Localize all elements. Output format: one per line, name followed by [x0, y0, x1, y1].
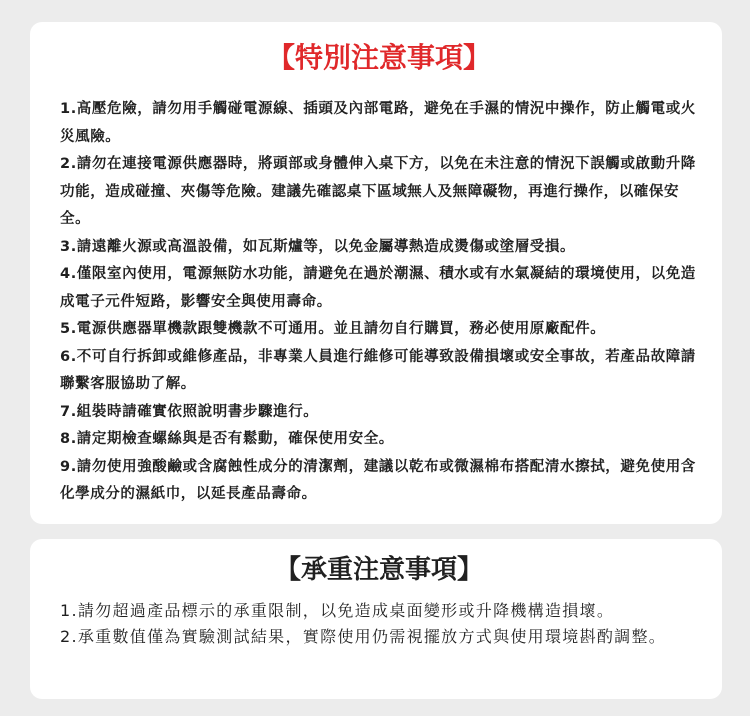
special-notice-item-5: 5.電源供應器單機款跟雙機款不可通用。並且請勿自行購買，務必使用原廠配件。: [60, 321, 606, 337]
special-notice-title: 【特別注意事項】: [266, 41, 491, 74]
load-notice-item-2: 2.承重數值僅為實驗測試結果，實際使用仍需視擺放方式與使用環境斟酌調整。: [60, 627, 667, 646]
load-notice-card: [30, 539, 722, 699]
special-notice-list: [60, 96, 698, 509]
special-notice-item-2: 2.請勿在連接電源供應器時，將頭部或身體伸入桌下方，以免在未注意的情況下誤觸或啟動升降功能，造成碰撞、夾傷等危險。建議先確認桌下區域無人及無障礙物，再進行操作，以確保安全。: [60, 156, 696, 227]
load-notice-title: 【承重注意事項】: [274, 555, 483, 585]
special-notice-item-3: 3.請遠離火源或高溫設備，如瓦斯爐等，以免金屬導熱造成燙傷或塗層受損。: [60, 238, 576, 255]
special-notice-item-6: 6.不可自行拆卸或維修產品，非專業人員進行維修可能導致設備損壞或安全事故，若產品故障請聯繫客服協助了解。: [60, 348, 696, 392]
load-notice-item-1: 1.請勿超過產品標示的承重限制，以免造成桌面變形或升降機構造損壞。: [60, 601, 615, 620]
special-notice-item-9: 9.請勿使用強酸鹼或含腐蝕性成分的清潔劑，建議以乾布或微濕棉布搭配清水擦拭，避免使用含化學成分的濕紙巾，以延長產品壽命。: [60, 458, 696, 502]
special-notice-item-4: 4.僅限室內使用，電源無防水功能，請避免在過於潮濕、積水或有水氣凝結的環境使用，以免造成電子元件短路，影響安全與使用壽命。: [60, 266, 696, 310]
special-notice-card: [30, 22, 722, 524]
load-notice-list: [60, 598, 698, 650]
special-notice-item-7: 7.組裝時請確實依照說明書步驟進行。: [60, 403, 319, 420]
special-notice-item-1: 1.高壓危險，請勿用手觸碰電源線、插頭及內部電路，避免在手濕的情況中操作，防止觸電或火災風險。: [60, 101, 696, 145]
special-notice-item-8: 8.請定期檢查螺絲與是否有鬆動，確保使用安全。: [60, 431, 394, 447]
